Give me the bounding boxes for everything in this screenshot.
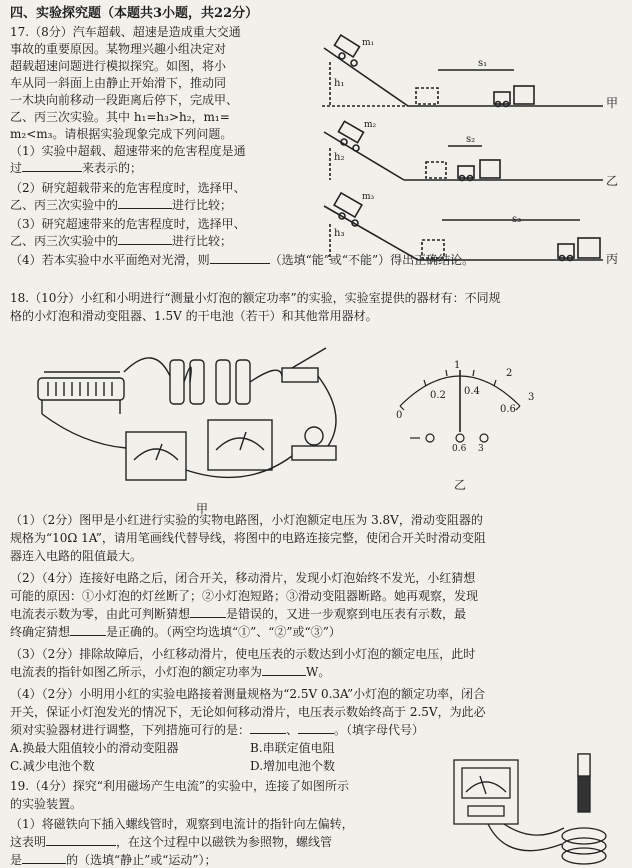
q17-part3-b: 乙、丙三次实验中的 进行比较； (10, 234, 233, 248)
label-yi: 乙 (606, 174, 619, 188)
answer-blank[interactable] (118, 234, 172, 245)
q18-p1-1: 规格为“10Ω 1A”，请用笔画线代替导线，将图中的电路连接完整，使闭合开关时滑动变阻 (10, 531, 486, 545)
option-b: B.串联定值电阻 (250, 741, 335, 755)
q19-line-3: 这表明 ，在这个过程中以磁铁为参照物，螺线管 (10, 835, 333, 849)
q18-p2-1: 可能的原因：①小灯泡的灯丝断了；②小灯泡短路；③滑动变阻器断路。她再观察，发现 (10, 589, 479, 603)
q17-incline-figure (318, 34, 628, 270)
q18-p1-2: 器连入电路的阻值最大。 (10, 549, 143, 563)
q18-fig-jia: 甲 (196, 502, 209, 516)
label-h3: h₃ (334, 228, 345, 239)
q18-p4-1: 开关，保证小灯泡发光的情况下，无论如何移动滑片，电压表示数始终高于 2.5V，为此必 (10, 705, 486, 719)
label-m1: m₁ (362, 38, 375, 48)
dial-top-1: 1 (454, 360, 461, 371)
q17-part2-a: （2）研究超载带来的危害程度时，选择甲、 (10, 181, 246, 195)
answer-blank[interactable] (118, 198, 172, 209)
answer-blank[interactable] (298, 723, 334, 734)
q17-part1-b: 过 来表示的； (10, 161, 143, 175)
q17-intro-1: 事故的重要原因。某物理兴趣小组决定对 (10, 42, 227, 56)
q17-intro-3: 车从同一斜面上由静止开始滑下，推动同 (10, 76, 227, 90)
q19-line-0: 19.（4分）探究“利用磁场产生电流”的实验中，连接了如图所示 (10, 779, 349, 793)
q17-intro-4: 一木块向前移动一段距离后停下，完成甲、 (10, 93, 239, 107)
terminal-06: 0.6 (452, 444, 467, 454)
label-bing: 丙 (606, 252, 619, 266)
answer-blank[interactable] (22, 161, 82, 172)
label-h1: h₁ (334, 78, 345, 89)
dial-top-2: 2 (506, 368, 513, 379)
q18-circuit-figure (30, 340, 360, 500)
answer-blank[interactable] (190, 607, 226, 618)
q18-p2-3: 终确定猜想 是正确的。（两空均选填“①”、“②”或“③”） (10, 625, 341, 639)
q18-p4-2: 须对实验器材进行调整，下列措施可行的是： 、 。（填字母代号） (10, 723, 425, 737)
label-h2: h₂ (334, 152, 345, 163)
q18-p4-0: （4）（2分）小明用小红的实验电路接着测量规格为“2.5V 0.3A”小灯泡的额定功率，闭合 (10, 687, 486, 701)
label-s2: s₂ (466, 134, 476, 145)
dial-bottom-04: 0.4 (464, 386, 480, 397)
q17-intro-6: m₂<m₃。请根据实验现象完成下列问题。 (10, 127, 233, 141)
q17-part1-a: （1）实验中超载、超速带来的危害程度是通 (10, 144, 246, 158)
dial-bottom-0: 0 (396, 410, 403, 421)
q17-intro-0: 17.（8分）汽车超载、超速是造成重大交通 (10, 25, 241, 39)
q19-line-2: （1）将磁铁向下插入螺线管时，观察到电流计的指针向左偏转， (10, 817, 354, 831)
q18-p2-2: 电流表示数为零，由此可判断猜想 是错误的，又进一步观察到电压表有示数，最 (10, 607, 467, 621)
answer-blank[interactable] (70, 625, 106, 636)
q17-part4: （4）若本实验中水平面绝对光滑，则 （选填“能”或“不能”）得出正确结论。 (10, 253, 475, 267)
q19-line-4: 是 的（选填“静止”或“运动”）； (10, 853, 217, 867)
option-a: A.换最大阻值较小的滑动变阻器 (10, 741, 179, 755)
answer-blank[interactable] (250, 723, 286, 734)
option-d: D.增加电池个数 (250, 759, 336, 773)
dial-top-3: 3 (528, 392, 535, 403)
q18-p3-a: （3）（2分）排除故障后，小红移动滑片，使电压表的示数达到小灯泡的额定电压，此时 (10, 647, 476, 661)
answer-blank[interactable] (262, 665, 306, 676)
answer-blank[interactable] (22, 853, 66, 864)
q18-p3-b: 电流表的指针如图乙所示，小灯泡的额定功率为 W。 (10, 665, 331, 679)
label-m3: m₃ (362, 192, 375, 202)
answer-blank[interactable] (210, 253, 270, 264)
label-m2: m₂ (364, 120, 377, 130)
q19-apparatus-figure (448, 750, 624, 867)
q17-intro-5: 乙、丙三次实验。其中 h₁=h₃>h₂，m₁= (10, 110, 230, 124)
terminal-3: 3 (478, 444, 484, 454)
dial-bottom-02: 0.2 (430, 390, 446, 401)
q17-intro-2: 超载超速问题进行模拟探究。如图，将小 (10, 59, 227, 73)
q17-part3-a: （3）研究超速带来的危害程度时，选择甲、 (10, 217, 246, 231)
label-jia: 甲 (606, 96, 619, 110)
q18-fig-yi: 乙 (454, 478, 467, 492)
answer-blank[interactable] (46, 835, 116, 846)
label-s3: s₃ (512, 214, 522, 225)
option-c: C.减少电池个数 (10, 759, 95, 773)
dial-bottom-06: 0.6 (500, 404, 516, 415)
label-s1: s₁ (478, 58, 488, 69)
q18-intro-0: 18.（10分）小红和小明进行“测量小灯泡的额定功率”的实验，实验室提供的器材有：不同规 (10, 291, 501, 305)
q18-p2-0: （2）（4分）连接好电路之后，闭合开关，移动滑片，发现小灯泡始终不发光，小红猜想 (10, 571, 476, 585)
q17-part2-b: 乙、丙三次实验中的 进行比较； (10, 198, 233, 212)
q18-p1-0: （1）（2分）图甲是小红进行实验的实物电路图，小灯泡额定电压为 3.8V，滑动变阻器的 (10, 513, 483, 527)
q18-intro-1: 格的小灯泡和滑动变阻器、1.5V 的干电池（若干）和其他常用器材。 (10, 309, 378, 323)
section-title: 四、实验探究题（本题共3小题，共22分） (10, 6, 259, 21)
q19-line-1: 的实验装置。 (10, 797, 83, 811)
